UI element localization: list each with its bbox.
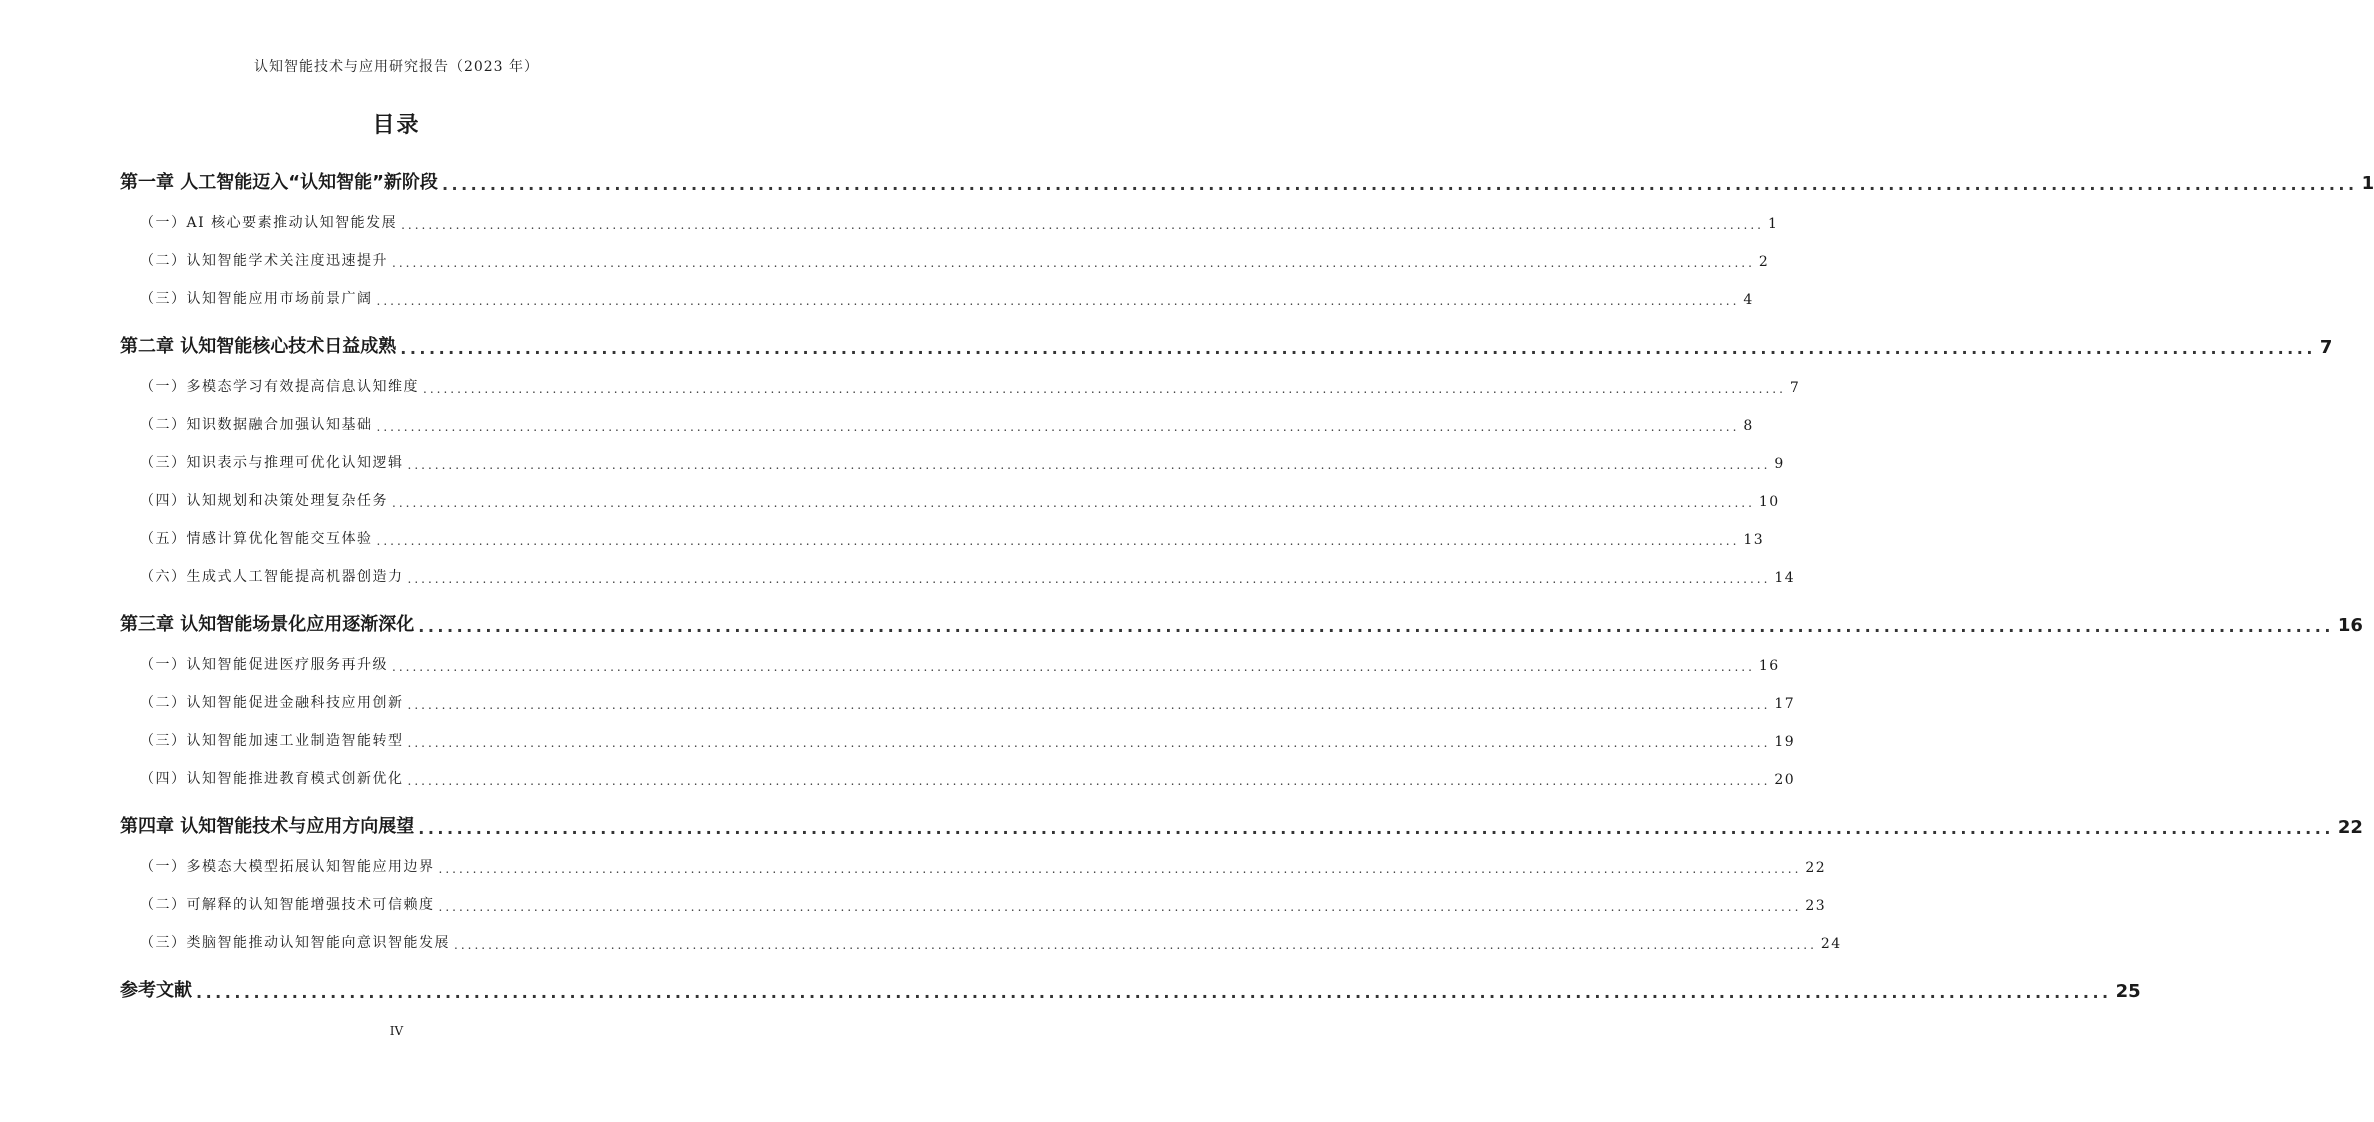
toc-section-entry[interactable]	[120, 914, 1842, 952]
section-page-number: 1	[1767, 216, 1779, 232]
section-title: （二）知识数据融合加强认知基础	[140, 417, 373, 433]
toc-section-entry[interactable]	[120, 194, 1779, 232]
section-page-number: 14	[1774, 570, 1796, 586]
section-title: （二）认知智能促进金融科技应用创新	[140, 695, 404, 711]
section-page-number: 22	[1805, 860, 1827, 876]
toc-chapter-entry[interactable]	[120, 964, 2141, 1002]
toc-section-entry[interactable]	[120, 750, 1796, 788]
section-page-number: 13	[1743, 532, 1765, 548]
section-page-number: 24	[1820, 936, 1842, 952]
section-title: （三）知识表示与推理可优化认知逻辑	[140, 455, 404, 471]
chapter-title: 第三章 认知智能场景化应用逐渐深化	[120, 614, 415, 635]
toc-section-entry[interactable]	[120, 876, 1827, 914]
section-page-number: 16	[1758, 658, 1780, 674]
chapter-title: 第二章 认知智能核心技术日益成熟	[120, 336, 397, 357]
dot-leader: ........................................................................................................................................................................................................	[400, 339, 2316, 358]
chapter-page-number: 16	[2337, 615, 2363, 636]
section-title: （四）认知智能推进教育模式创新优化	[140, 771, 404, 787]
section-title: （三）认知智能加速工业制造智能转型	[140, 733, 404, 749]
dot-leader: ........................................................................................................................................................................................................	[376, 534, 1740, 548]
chapter-page-number: 7	[2319, 337, 2333, 358]
toc-section-entry[interactable]	[120, 434, 1785, 472]
table-of-contents	[120, 156, 2374, 1002]
section-page-number: 4	[1743, 292, 1754, 308]
dot-leader: ........................................................................................................................................................................................................	[407, 698, 1771, 712]
chapter-page-number: 25	[2115, 981, 2141, 1002]
toc-section-entry[interactable]	[120, 472, 1780, 510]
dot-leader: ........................................................................................................................................................................................................	[407, 736, 1771, 750]
dot-leader: ........................................................................................................................................................................................................	[401, 218, 1764, 232]
page-number: IV	[389, 1024, 404, 1038]
chapter-page-number: 1	[2361, 173, 2374, 194]
chapter-page-number: 22	[2337, 817, 2363, 838]
dot-leader: ........................................................................................................................................................................................................	[392, 496, 1755, 510]
dot-leader: ........................................................................................................................................................................................................	[196, 983, 2112, 1002]
section-page-number: 7	[1789, 380, 1801, 396]
section-title: （二）可解释的认知智能增强技术可信赖度	[140, 897, 435, 913]
section-page-number: 2	[1758, 254, 1770, 270]
toc-section-entry[interactable]	[120, 232, 1770, 270]
chapter-title: 参考文献	[120, 980, 192, 1001]
section-page-number: 10	[1758, 494, 1780, 510]
section-title: （三）认知智能应用市场前景广阔	[140, 291, 373, 307]
section-page-number: 23	[1805, 898, 1827, 914]
dot-leader: ........................................................................................................................................................................................................	[423, 382, 1786, 396]
section-title: （四）认知规划和决策处理复杂任务	[140, 493, 388, 509]
section-title: （一）认知智能促进医疗服务再升级	[140, 657, 388, 673]
section-title: （五）情感计算优化智能交互体验	[140, 531, 373, 547]
chapter-title: 第四章 认知智能技术与应用方向展望	[120, 816, 415, 837]
section-title: （二）认知智能学术关注度迅速提升	[140, 253, 388, 269]
toc-chapter-entry[interactable]	[120, 598, 2363, 636]
section-page-number: 19	[1774, 734, 1796, 750]
toc-section-entry[interactable]	[120, 712, 1796, 750]
toc-section-entry[interactable]	[120, 396, 1754, 434]
section-page-number: 17	[1774, 696, 1796, 712]
chapter-title: 第一章 人工智能迈入“认知智能”新阶段	[120, 172, 438, 193]
section-title: （一）多模态大模型拓展认知智能应用边界	[140, 859, 435, 875]
running-header: 认知智能技术与应用研究报告（2023 年）	[253, 59, 540, 75]
toc-section-entry[interactable]	[120, 548, 1796, 586]
dot-leader: ........................................................................................................................................................................................................	[392, 256, 1755, 270]
dot-leader: ........................................................................................................................................................................................................	[407, 572, 1771, 586]
section-page-number: 8	[1743, 418, 1754, 434]
toc-section-entry[interactable]	[120, 510, 1765, 548]
toc-section-entry[interactable]	[120, 674, 1796, 712]
toc-title: 目录	[372, 113, 421, 138]
section-page-number: 9	[1774, 456, 1785, 472]
dot-leader: ........................................................................................................................................................................................................	[438, 862, 1802, 876]
dot-leader: ........................................................................................................................................................................................................	[438, 900, 1802, 914]
section-title: （六）生成式人工智能提高机器创造力	[140, 569, 404, 585]
section-title: （三）类脑智能推动认知智能向意识智能发展	[140, 935, 450, 951]
toc-section-entry[interactable]	[120, 636, 1780, 674]
toc-section-entry[interactable]	[120, 838, 1827, 876]
dot-leader: ........................................................................................................................................................................................................	[392, 660, 1755, 674]
dot-leader: ........................................................................................................................................................................................................	[407, 774, 1771, 788]
toc-chapter-entry[interactable]	[120, 800, 2363, 838]
dot-leader: ........................................................................................................................................................................................................	[376, 294, 1740, 308]
dot-leader: ........................................................................................................................................................................................................	[407, 458, 1771, 472]
dot-leader: ........................................................................................................................................................................................................	[418, 819, 2334, 838]
toc-chapter-entry[interactable]	[120, 156, 2374, 194]
toc-section-entry[interactable]	[120, 358, 1801, 396]
section-title: （一）多模态学习有效提高信息认知维度	[140, 379, 419, 395]
toc-section-entry[interactable]	[120, 270, 1754, 308]
dot-leader: ........................................................................................................................................................................................................	[441, 175, 2358, 194]
toc-chapter-entry[interactable]	[120, 320, 2333, 358]
dot-leader: ........................................................................................................................................................................................................	[376, 420, 1740, 434]
section-title: （一）AI 核心要素推动认知智能发展	[140, 215, 398, 231]
dot-leader: ........................................................................................................................................................................................................	[454, 938, 1817, 952]
dot-leader: ........................................................................................................................................................................................................	[418, 617, 2334, 636]
section-page-number: 20	[1774, 772, 1796, 788]
